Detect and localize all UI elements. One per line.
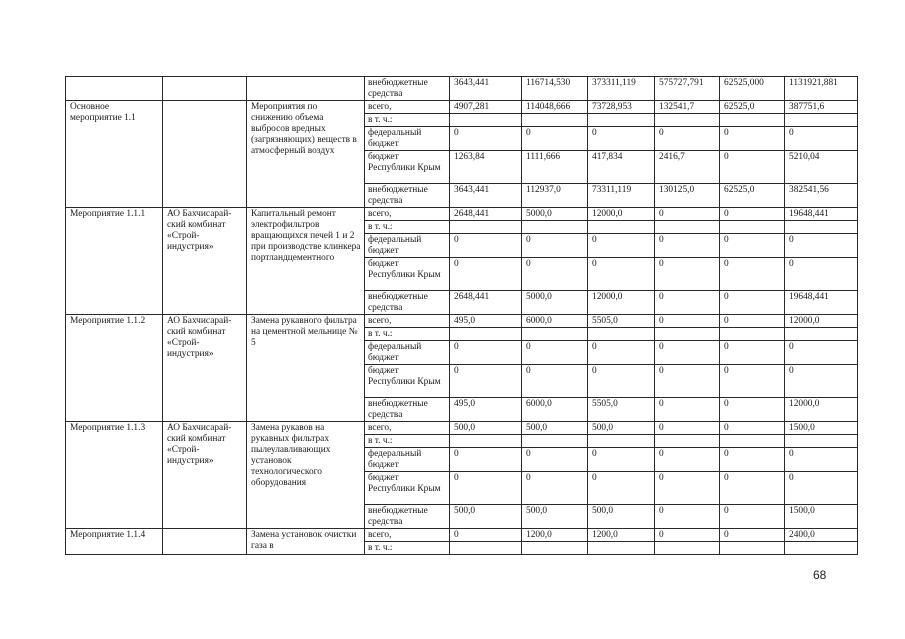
value-cell: 0 — [450, 448, 522, 472]
value-cell: 62525,000 — [720, 77, 785, 101]
value-cell: 12000,0 — [785, 315, 858, 328]
value-cell: 0 — [785, 448, 858, 472]
value-cell: 0 — [450, 529, 522, 542]
activity-cell: Мероприятие 1.1.2 — [66, 315, 163, 422]
funding-label-total: всего, — [365, 529, 450, 542]
value-cell — [450, 435, 522, 448]
funding-label-including: в т. ч.: — [365, 114, 450, 127]
value-cell: 116714,530 — [522, 77, 588, 101]
activity-cell: Мероприятие 1.1.1 — [66, 208, 163, 315]
funding-label-total: всего, — [365, 208, 450, 221]
value-cell: 0 — [655, 341, 720, 365]
value-cell — [655, 114, 720, 127]
value-cell: 0 — [720, 151, 785, 184]
value-cell: 19648,441 — [785, 208, 858, 221]
funding-label-including: в т. ч.: — [365, 328, 450, 341]
value-cell — [720, 328, 785, 341]
value-cell: 500,0 — [450, 422, 522, 435]
value-cell: 500,0 — [588, 422, 655, 435]
value-cell: 0 — [522, 472, 588, 505]
value-cell: 5000,0 — [522, 291, 588, 315]
value-cell: 73728,953 — [588, 101, 655, 114]
value-cell: 1131921,881 — [785, 77, 858, 101]
description-cell: Замена установок очистки газа в — [247, 529, 365, 555]
value-cell — [450, 542, 522, 555]
value-cell: 0 — [655, 422, 720, 435]
value-cell: 0 — [655, 365, 720, 398]
funding-label-total: всего, — [365, 315, 450, 328]
value-cell: 3643,441 — [450, 77, 522, 101]
value-cell: 0 — [785, 258, 858, 291]
value-cell: 382541,56 — [785, 184, 858, 208]
value-cell: 0 — [720, 398, 785, 422]
value-cell — [785, 328, 858, 341]
value-cell: 0 — [720, 234, 785, 258]
value-cell: 0 — [655, 291, 720, 315]
value-cell: 5210,04 — [785, 151, 858, 184]
value-cell — [655, 328, 720, 341]
value-cell: 0 — [720, 208, 785, 221]
description-cell: Капитальный ремонт электрофильтров вращающихся печей 1 и 2 при производстве клинкера портландцементного — [247, 208, 365, 315]
value-cell: 1500,0 — [785, 505, 858, 529]
funding-label-republic-budget: бюджет Республики Крым — [365, 365, 450, 398]
value-cell — [522, 328, 588, 341]
value-cell: 0 — [720, 505, 785, 529]
value-cell: 0 — [655, 529, 720, 542]
funding-label-republic-budget: бюджет Республики Крым — [365, 151, 450, 184]
value-cell — [785, 435, 858, 448]
value-cell: 0 — [785, 341, 858, 365]
value-cell: 6000,0 — [522, 398, 588, 422]
value-cell: 0 — [785, 127, 858, 151]
funding-label-total: всего, — [365, 422, 450, 435]
value-cell: 5505,0 — [588, 315, 655, 328]
funding-label-total: всего, — [365, 101, 450, 114]
value-cell: 387751,6 — [785, 101, 858, 114]
value-cell: 373311,119 — [588, 77, 655, 101]
value-cell: 0 — [588, 234, 655, 258]
value-cell: 62525,0 — [720, 101, 785, 114]
value-cell: 0 — [655, 472, 720, 505]
value-cell: 0 — [450, 365, 522, 398]
value-cell: 1200,0 — [588, 529, 655, 542]
value-cell: 0 — [655, 234, 720, 258]
value-cell: 0 — [522, 127, 588, 151]
table-row — [66, 315, 858, 328]
funding-label-including: в т. ч.: — [365, 435, 450, 448]
value-cell: 0 — [720, 341, 785, 365]
value-cell: 0 — [655, 505, 720, 529]
value-cell: 2400,0 — [785, 529, 858, 542]
value-cell: 0 — [655, 448, 720, 472]
value-cell — [588, 328, 655, 341]
executor-cell: АО Бахчисарай-ский комбинат «Строй-индустрия» — [163, 315, 247, 422]
activity-cell: Мероприятие 1.1.3 — [66, 422, 163, 529]
value-cell: 575727,791 — [655, 77, 720, 101]
value-cell: 0 — [720, 472, 785, 505]
value-cell — [785, 114, 858, 127]
funding-label-federal-budget: федеральный бюджет — [365, 127, 450, 151]
value-cell — [720, 221, 785, 234]
value-cell: 0 — [450, 258, 522, 291]
activity-cell — [66, 77, 163, 101]
value-cell: 1263,84 — [450, 151, 522, 184]
value-cell: 1111,666 — [522, 151, 588, 184]
value-cell: 12000,0 — [785, 398, 858, 422]
value-cell: 2416,7 — [655, 151, 720, 184]
funding-label-including: в т. ч.: — [365, 542, 450, 555]
table-row — [66, 529, 858, 542]
activity-cell: Мероприятие 1.1.4 — [66, 529, 163, 555]
value-cell: 0 — [720, 365, 785, 398]
value-cell: 112937,0 — [522, 184, 588, 208]
value-cell: 5000,0 — [522, 208, 588, 221]
value-cell: 0 — [450, 234, 522, 258]
funding-label-including: в т. ч.: — [365, 221, 450, 234]
value-cell — [522, 542, 588, 555]
value-cell — [450, 114, 522, 127]
value-cell — [655, 435, 720, 448]
value-cell: 0 — [785, 365, 858, 398]
value-cell: 0 — [522, 448, 588, 472]
value-cell: 0 — [785, 472, 858, 505]
value-cell — [785, 542, 858, 555]
funding-label-republic-budget: бюджет Республики Крым — [365, 258, 450, 291]
value-cell: 0 — [588, 258, 655, 291]
activity-cell: Основное мероприятие 1.1 — [66, 101, 163, 208]
value-cell: 0 — [522, 258, 588, 291]
funding-source-label: внебюджетные средства — [365, 77, 450, 101]
description-cell: Замена рукавного фильтра на цементной мельнице № 5 — [247, 315, 365, 422]
value-cell — [522, 114, 588, 127]
value-cell: 0 — [588, 472, 655, 505]
value-cell: 0 — [720, 258, 785, 291]
value-cell — [720, 542, 785, 555]
value-cell: 0 — [720, 422, 785, 435]
page-number: 68 — [813, 568, 827, 582]
value-cell: 495,0 — [450, 398, 522, 422]
value-cell: 0 — [720, 448, 785, 472]
executor-cell — [163, 77, 247, 101]
value-cell: 3643,441 — [450, 184, 522, 208]
value-cell: 73311,119 — [588, 184, 655, 208]
value-cell: 0 — [655, 258, 720, 291]
table-body — [66, 77, 858, 555]
value-cell — [655, 221, 720, 234]
value-cell — [655, 542, 720, 555]
description-cell — [247, 77, 365, 101]
executor-cell — [163, 101, 247, 208]
funding-label-extrabudgetary: внебюджетные средства — [365, 184, 450, 208]
value-cell: 0 — [655, 127, 720, 151]
value-cell: 132541,7 — [655, 101, 720, 114]
value-cell: 0 — [522, 234, 588, 258]
value-cell: 4907,281 — [450, 101, 522, 114]
value-cell: 0 — [450, 341, 522, 365]
value-cell: 0 — [588, 448, 655, 472]
value-cell: 0 — [522, 365, 588, 398]
value-cell: 500,0 — [522, 505, 588, 529]
value-cell — [522, 435, 588, 448]
value-cell — [522, 221, 588, 234]
funding-label-extrabudgetary: внебюджетные средства — [365, 505, 450, 529]
value-cell: 0 — [588, 365, 655, 398]
value-cell — [588, 114, 655, 127]
value-cell — [450, 221, 522, 234]
value-cell — [720, 435, 785, 448]
value-cell — [450, 328, 522, 341]
value-cell: 0 — [450, 127, 522, 151]
value-cell: 0 — [655, 315, 720, 328]
value-cell: 0 — [785, 234, 858, 258]
value-cell — [720, 114, 785, 127]
value-cell — [588, 435, 655, 448]
value-cell: 5505,0 — [588, 398, 655, 422]
table-row — [66, 77, 858, 101]
value-cell — [785, 221, 858, 234]
value-cell: 0 — [588, 127, 655, 151]
value-cell: 0 — [522, 341, 588, 365]
value-cell: 0 — [450, 472, 522, 505]
value-cell — [588, 542, 655, 555]
value-cell: 0 — [655, 398, 720, 422]
funding-label-federal-budget: федеральный бюджет — [365, 341, 450, 365]
value-cell: 1200,0 — [522, 529, 588, 542]
value-cell: 0 — [655, 208, 720, 221]
description-cell: Мероприятия по снижению объема выбросов вредных (загрязняющих) веществ в атмосферный воздух — [247, 101, 365, 208]
executor-cell: АО Бахчисарай-ский комбинат «Строй-индустрия» — [163, 422, 247, 529]
funding-label-republic-budget: бюджет Республики Крым — [365, 472, 450, 505]
funding-label-extrabudgetary: внебюджетные средства — [365, 398, 450, 422]
value-cell: 0 — [588, 341, 655, 365]
value-cell: 417,834 — [588, 151, 655, 184]
value-cell: 2648,441 — [450, 208, 522, 221]
value-cell: 0 — [720, 529, 785, 542]
funding-label-extrabudgetary: внебюджетные средства — [365, 291, 450, 315]
value-cell: 6000,0 — [522, 315, 588, 328]
table-row — [66, 208, 858, 221]
executor-cell — [163, 529, 247, 555]
value-cell: 130125,0 — [655, 184, 720, 208]
value-cell: 2648,441 — [450, 291, 522, 315]
value-cell: 500,0 — [450, 505, 522, 529]
value-cell: 62525,0 — [720, 184, 785, 208]
value-cell: 0 — [720, 315, 785, 328]
value-cell: 1500,0 — [785, 422, 858, 435]
funding-label-federal-budget: федеральный бюджет — [365, 234, 450, 258]
value-cell: 114048,666 — [522, 101, 588, 114]
value-cell: 0 — [720, 291, 785, 315]
description-cell: Замена рукавов на рукавных фильтрах пылеулавливающих установок технологического оборудования — [247, 422, 365, 529]
value-cell: 12000,0 — [588, 291, 655, 315]
executor-cell: АО Бахчисарай-ский комбинат «Строй-индустрия» — [163, 208, 247, 315]
funding-table — [65, 76, 858, 555]
value-cell: 19648,441 — [785, 291, 858, 315]
value-cell: 500,0 — [522, 422, 588, 435]
value-cell — [588, 221, 655, 234]
value-cell: 12000,0 — [588, 208, 655, 221]
table-row — [66, 422, 858, 435]
table-row — [66, 101, 858, 114]
value-cell: 500,0 — [588, 505, 655, 529]
value-cell: 0 — [720, 127, 785, 151]
value-cell: 495,0 — [450, 315, 522, 328]
funding-label-federal-budget: федеральный бюджет — [365, 448, 450, 472]
